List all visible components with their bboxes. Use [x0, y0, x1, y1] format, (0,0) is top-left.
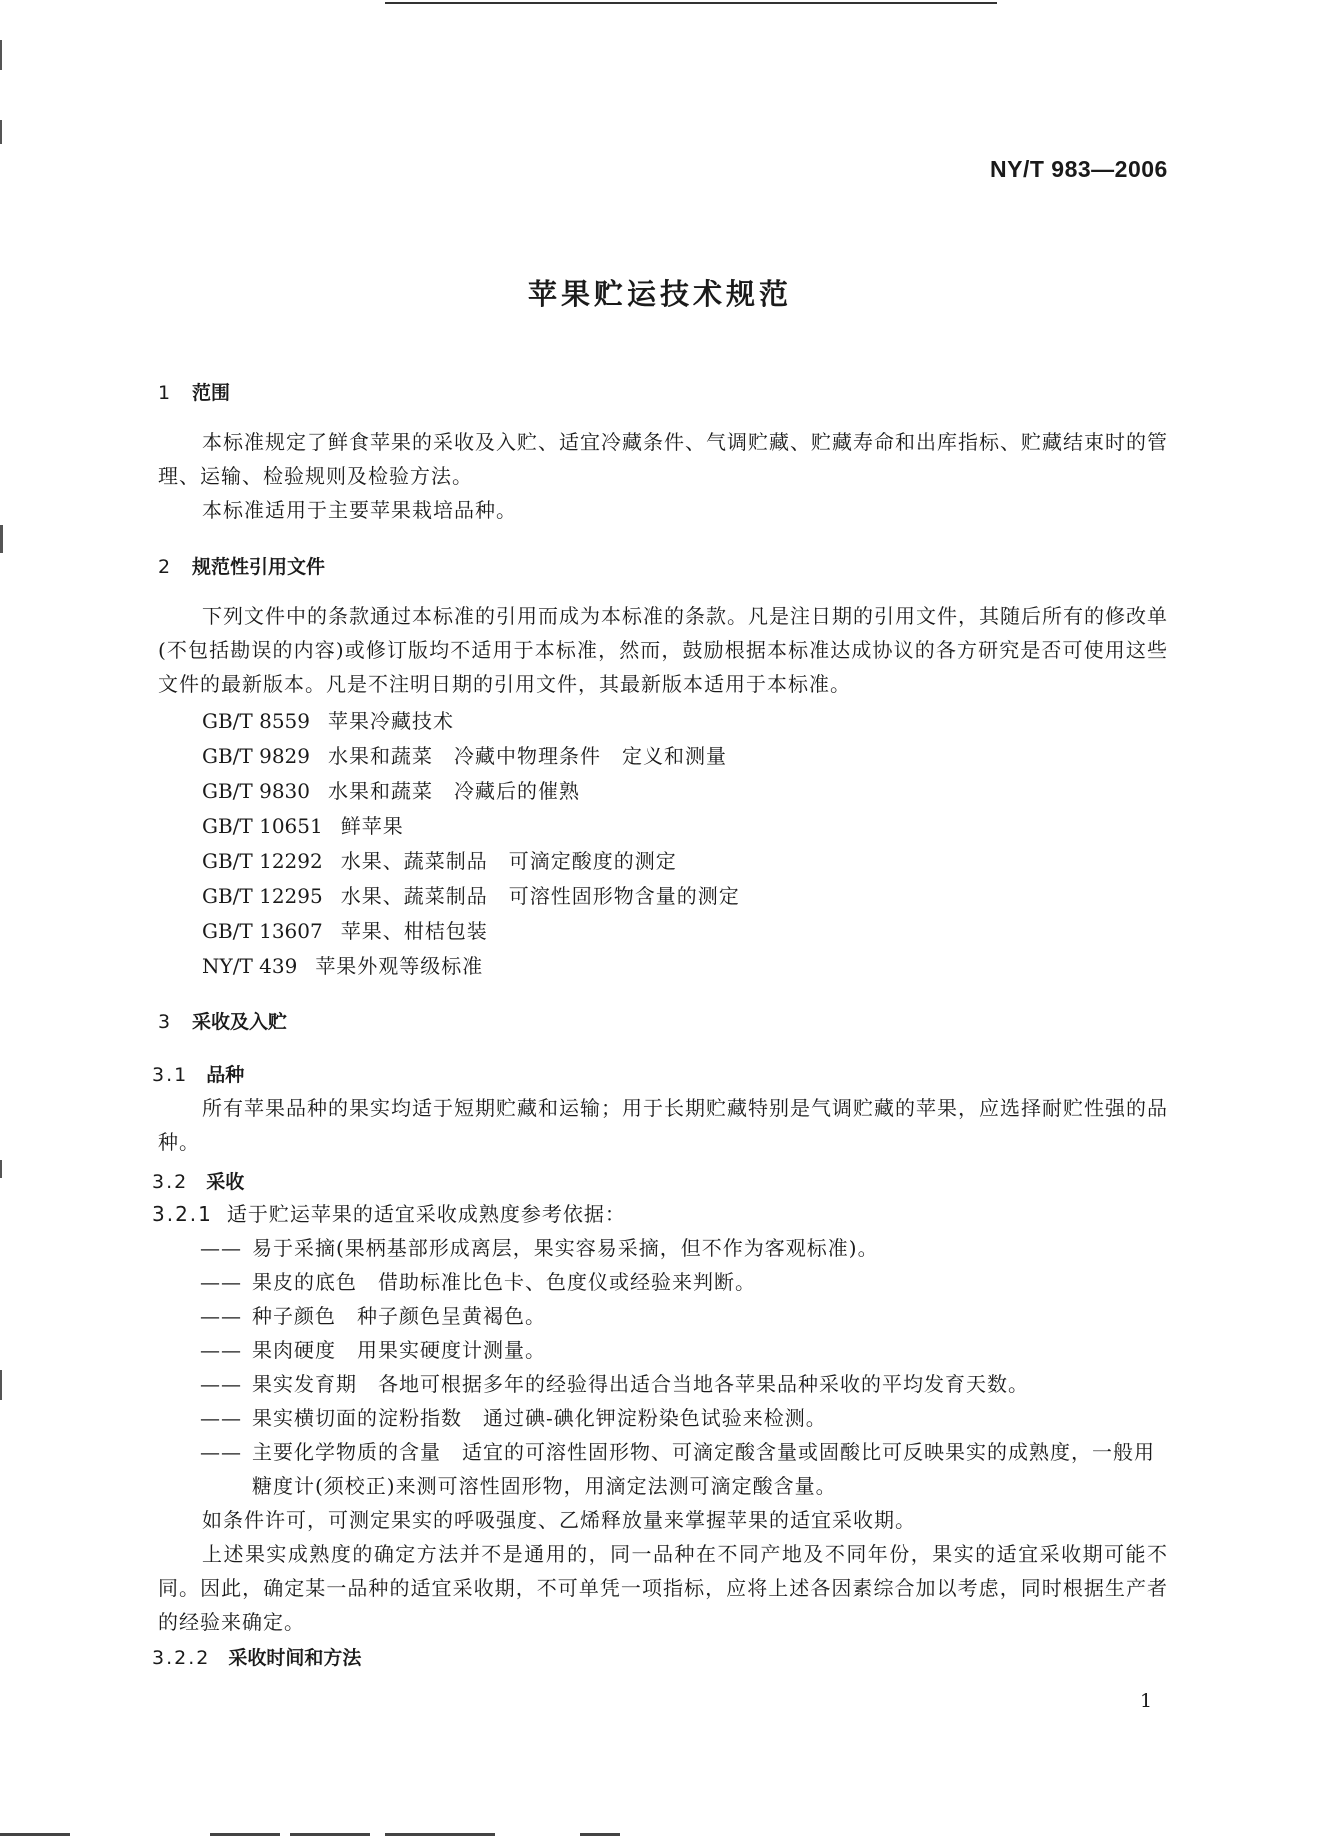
reference-item	[202, 740, 727, 769]
list-item	[200, 1333, 1170, 1367]
standard-code: NY/T 983—2006	[990, 156, 1168, 182]
list-dash: ——	[200, 1270, 242, 1294]
scan-mark	[290, 1833, 370, 1836]
clause-number: 3.2.2	[152, 1647, 211, 1669]
reference-title: 水果和蔬菜 冷藏中物理条件 定义和测量	[328, 744, 728, 768]
section-2-heading	[158, 552, 325, 579]
paragraph: 下列文件中的条款通过本标准的引用而成为本标准的条款。凡是注日期的引用文件，其随后所有的修改单(不包括勘误的内容)或修订版均不适用于本标准，然而，鼓励根据本标准达成协议的各方研究是否可使用这些文件的最新版本。凡是不注明日期的引用文件，其最新版本适用于本标准。	[158, 604, 1168, 696]
section-3-heading	[158, 1007, 287, 1034]
scan-mark	[0, 525, 3, 553]
reference-code: GB/T 9830	[202, 779, 311, 803]
scan-mark	[0, 1160, 2, 1178]
list-item	[200, 1401, 1170, 1435]
list-item	[200, 1435, 1170, 1503]
list-item-text: 果皮的底色 借助标准比色卡、色度仪或经验来判断。	[252, 1270, 756, 1294]
top-rule	[385, 2, 997, 4]
reference-title: 苹果、柑桔包装	[340, 919, 488, 943]
section-title: 范围	[192, 382, 231, 404]
reference-code: GB/T 8559	[202, 709, 311, 733]
list-dash: ——	[200, 1372, 242, 1396]
list-item	[200, 1231, 1170, 1265]
list-item-text: 果肉硬度 用果实硬度计测量。	[252, 1338, 546, 1362]
reference-code: NY/T 439	[202, 954, 298, 978]
paragraph: 所有苹果品种的果实均适于短期贮藏和运输；用于长期贮藏特别是气调贮藏的苹果，应选择耐贮性强的品种。	[158, 1096, 1168, 1154]
section-1-heading	[158, 378, 230, 405]
paragraph: 本标准适用于主要苹果栽培品种。	[202, 498, 517, 522]
list-dash: ——	[200, 1338, 242, 1362]
reference-item	[202, 950, 483, 979]
subsection-number: 3.2	[152, 1171, 189, 1193]
reference-title: 鲜苹果	[340, 814, 404, 838]
scan-mark	[0, 40, 2, 70]
scan-mark	[210, 1833, 280, 1836]
section-number: 2	[158, 556, 171, 578]
list-dash: ——	[200, 1440, 242, 1464]
clause-text: 适于贮运苹果的适宜采收成熟度参考依据：	[226, 1202, 626, 1226]
subsection-title: 品种	[206, 1064, 245, 1086]
section-number: 3	[158, 1011, 171, 1033]
list-dash: ——	[200, 1406, 242, 1430]
list-item	[200, 1299, 1170, 1333]
page-title: 苹果贮运技术规范	[527, 277, 792, 311]
reference-title: 水果和蔬菜 冷藏后的催熟	[328, 779, 581, 803]
list-item-text: 果实横切面的淀粉指数 通过碘-碘化钾淀粉染色试验来检测。	[252, 1406, 827, 1430]
paragraph: 上述果实成熟度的确定方法并不是通用的，同一品种在不同产地及不同年份，果实的适宜采收期可能不同。因此，确定某一品种的适宜采收期，不可单凭一项指标，应将上述各因素综合加以考虑，同时根据生产者的经验来确定。	[158, 1542, 1168, 1634]
scan-mark	[0, 1370, 2, 1400]
reference-code: GB/T 12295	[202, 884, 323, 908]
reference-code: GB/T 12292	[202, 849, 323, 873]
clause-title: 采收时间和方法	[228, 1647, 362, 1669]
paragraph: 如条件许可，可测定果实的呼吸强度、乙烯释放量来掌握苹果的适宜采收期。	[202, 1508, 916, 1532]
clause-3-2-2-heading	[152, 1643, 361, 1670]
section-title: 采收及入贮	[192, 1011, 288, 1033]
reference-item	[202, 915, 488, 944]
section-title: 规范性引用文件	[192, 556, 326, 578]
reference-title: 水果、蔬菜制品 可滴定酸度的测定	[340, 849, 677, 873]
clause-3-2-1	[152, 1197, 626, 1231]
reference-item	[202, 880, 740, 909]
reference-code: GB/T 13607	[202, 919, 323, 943]
scan-mark	[580, 1833, 620, 1836]
list-item	[200, 1265, 1170, 1299]
reference-item	[202, 810, 404, 839]
list-dash: ——	[200, 1236, 242, 1260]
reference-code: GB/T 9829	[202, 744, 311, 768]
subsection-number: 3.1	[152, 1064, 189, 1086]
list-item-text: 果实发育期 各地可根据多年的经验得出适合当地各苹果品种采收的平均发育天数。	[252, 1372, 1029, 1396]
list-dash: ——	[200, 1304, 242, 1328]
reference-code: GB/T 10651	[202, 814, 323, 838]
list-item-text: 主要化学物质的含量 适宜的可溶性固形物、可滴定酸含量或固酸比可反映果实的成熟度，一般用糖度计(须校正)来测可溶性固形物，用滴定法测可滴定酸含量。	[252, 1440, 1155, 1498]
scan-mark	[385, 1833, 495, 1836]
reference-title: 苹果冷藏技术	[328, 709, 455, 733]
scan-mark	[0, 120, 2, 144]
reference-title: 苹果外观等级标准	[315, 954, 484, 978]
clause-number: 3.2.1	[152, 1202, 213, 1226]
subsection-title: 采收	[206, 1171, 245, 1193]
list-item	[200, 1367, 1170, 1401]
paragraph: 本标准规定了鲜食苹果的采收及入贮、适宜冷藏条件、气调贮藏、贮藏寿命和出库指标、贮藏结束时的管理、运输、检验规则及检验方法。	[158, 430, 1168, 488]
subsection-3-2-heading	[152, 1167, 244, 1194]
list-item-text: 易于采摘(果柄基部形成离层，果实容易采摘，但不作为客观标准)。	[252, 1236, 879, 1260]
reference-title: 水果、蔬菜制品 可溶性固形物含量的测定	[340, 884, 740, 908]
list-item-text: 种子颜色 种子颜色呈黄褐色。	[252, 1304, 546, 1328]
reference-item	[202, 845, 677, 874]
subsection-3-1-heading	[152, 1060, 244, 1087]
reference-item	[202, 775, 580, 804]
reference-item	[202, 705, 454, 734]
scan-mark	[0, 1833, 70, 1836]
page-number: 1	[1140, 1690, 1153, 1712]
section-number: 1	[158, 382, 171, 404]
